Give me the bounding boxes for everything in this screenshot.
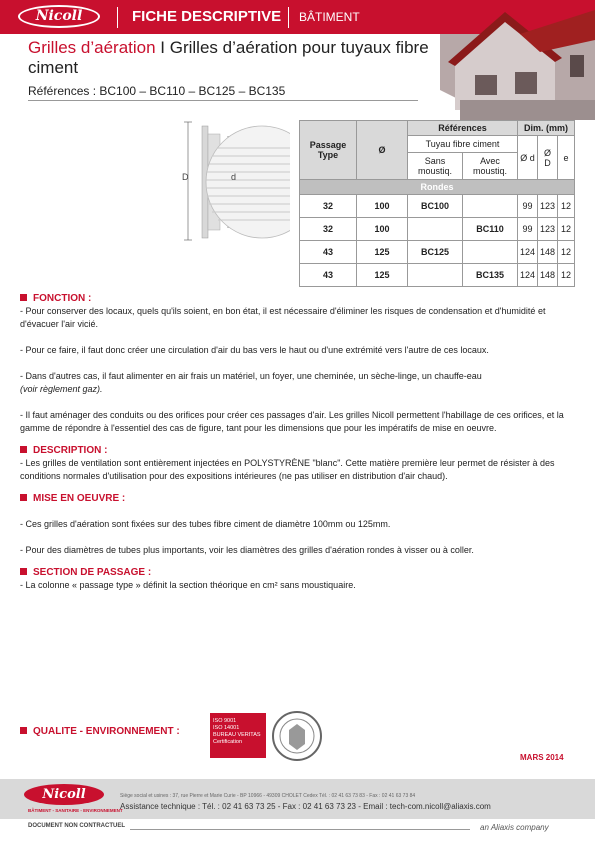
col-header-references: Références [408,121,518,136]
title-category: Grilles d’aération [28,38,156,57]
cell-avec [463,241,518,264]
page-title [28,38,458,78]
cell-e: 12 [558,241,575,264]
cell-passage: 32 [300,195,357,218]
table-row [300,218,575,241]
band-rondes: Rondes [300,180,575,195]
section-heading-description: DESCRIPTION : [20,444,575,457]
title-product: Grilles d’aération pour tuyaux fibre ciment [28,38,429,77]
cell-sans: BC125 [408,241,463,264]
cell-passage: 43 [300,241,357,264]
bullet-square-icon [20,294,27,301]
cell-d: 124 [518,241,538,264]
cell-avec [463,195,518,218]
cell-sans [408,218,463,241]
bullet-square-icon [20,446,27,453]
nicoll-logo: Nicoll [18,5,100,28]
cell-passage: 32 [300,218,357,241]
footer-rule [130,829,470,830]
col-header-sans: Sans moustiq. [408,153,463,180]
document-non-contractuel: DOCUMENT NON CONTRACTUEL [28,823,125,829]
cell-D: 148 [538,264,558,287]
dim-label-D: D [182,172,189,182]
cell-diameter: 125 [357,241,408,264]
col-header-e: e [558,136,575,180]
mise-paragraph: - Ces grilles d'aération sont fixées sur des tubes fibre ciment de diamètre 100mm ou 125mm. [20,519,391,529]
cell-d: 99 [518,218,538,241]
publication-date: MARS 2014 [520,753,564,762]
cell-D: 123 [538,218,558,241]
references-table [299,120,575,287]
footer-address: Siège social et usines : 37, rue Pierre et Marie Curie - BP 10966 - 49309 CHOLET Cedex Tél. : 02 41 63 73 83 - Fax : 02 41 63 73 84 [120,793,416,799]
section-paragraph: - La colonne « passage type » définit la section théorique en cm² sans moustiquaire. [20,580,356,590]
cell-sans: BC100 [408,195,463,218]
col-header-passage: Passage Type [300,121,357,180]
grille-technical-drawing [90,118,290,243]
section-heading-qualite: QUALITE - ENVIRONNEMENT : [20,726,180,737]
cell-e: 12 [558,195,575,218]
bullet-square-icon [20,727,27,734]
fonction-note: (voir règlement gaz). [20,384,103,394]
title-separator: I [155,38,170,57]
header-divider [288,7,289,28]
cell-diameter: 125 [357,264,408,287]
footer-bar [0,779,595,819]
col-header-diameter: Ø [357,121,408,180]
col-header-avec: Avec moustiq. [463,153,518,180]
table-row [300,264,575,287]
cell-d: 124 [518,264,538,287]
cell-D: 123 [538,195,558,218]
section-heading-mise-en-oeuvre: MISE EN OEUVRE : [20,492,575,505]
cell-d: 99 [518,195,538,218]
bullet-square-icon [20,494,27,501]
footer-nicoll-logo: Nicoll [24,784,104,805]
col-header-d-large: Ø D [538,136,558,180]
table-row [300,195,575,218]
aliaxis-logo: an Aliaxis company [480,823,549,832]
fonction-paragraph: - Il faut aménager des conduits ou des orifices pour créer ces passages d'air. Les grilles Nicoll permettent l'habillage de ces orifices, et la gamme de répondre à l'essentiel des cas de figure, tant pour les dimensions que pour les impératifs de mise en oeuvre. [20,410,564,433]
references-line: Références : BC100 – BC110 – BC125 – BC135 [28,84,286,98]
iso-certification-badge: ISO 9001 ISO 14001 BUREAU VERITAS Certification [210,713,266,758]
cell-diameter: 100 [357,218,408,241]
col-header-d-small: Ø d [518,136,538,180]
col-header-tuyau: Tuyau fibre ciment [408,136,518,153]
fonction-paragraph: - Pour ce faire, il faut donc créer une circulation d'air du bas vers le haut ou d'une extrémité vers l'autre de ces locaux. [20,345,489,355]
mise-paragraph: - Pour des diamètres de tubes plus importants, voir les diamètres des grilles d'aération rondes à visser ou à coller. [20,545,474,555]
cell-passage: 43 [300,264,357,287]
content-sections [20,292,575,592]
header-divider [117,7,118,28]
cell-D: 148 [538,241,558,264]
cell-e: 12 [558,264,575,287]
cell-avec: BC110 [463,218,518,241]
cell-e: 12 [558,218,575,241]
bureau-veritas-seal-icon [271,710,323,762]
section-heading-fonction: FONCTION : [20,292,575,305]
section-heading-section-passage: SECTION DE PASSAGE : [20,566,575,579]
cell-avec: BC135 [463,264,518,287]
cell-sans [408,264,463,287]
description-paragraph: - Les grilles de ventilation sont entièrement injectées en POLYSTYRÈNE "blanc". Cette matière première leur permet de résister à des conditions normales d'utilisation pour des expositions intérieures (ne pas utiliser en distribution d'air chaud). [20,458,555,481]
bullet-square-icon [20,568,27,575]
fonction-paragraph: - Pour conserver des locaux, quels qu'ils soient, en bon état, il est nécessaire d'éliminer les risques de condensation et d'humidité et d'évacuer l'air vicié. [20,306,546,329]
dim-label-d: d [231,172,237,182]
footer-assistance: Assistance technique : Tél. : 02 41 63 73 25 - Fax : 02 41 63 73 23 - Email : tech-com.nicoll@aliaxis.com [120,802,491,811]
fonction-paragraph: - Dans d'autres cas, il faut alimenter en air frais un matériel, un foyer, une cheminée, un sèche-linge, un chauffe-eau [20,371,482,381]
title-rule [28,100,418,101]
footer-tagline: BÂTIMENT - SANITAIRE - ENVIRONNEMENT [28,808,123,813]
header-batiment: BÂTIMENT [299,10,360,24]
header-fiche-descriptive: FICHE DESCRIPTIVE [132,8,282,25]
col-header-dimensions: Dim. (mm) [518,121,575,136]
table-row [300,241,575,264]
cell-diameter: 100 [357,195,408,218]
